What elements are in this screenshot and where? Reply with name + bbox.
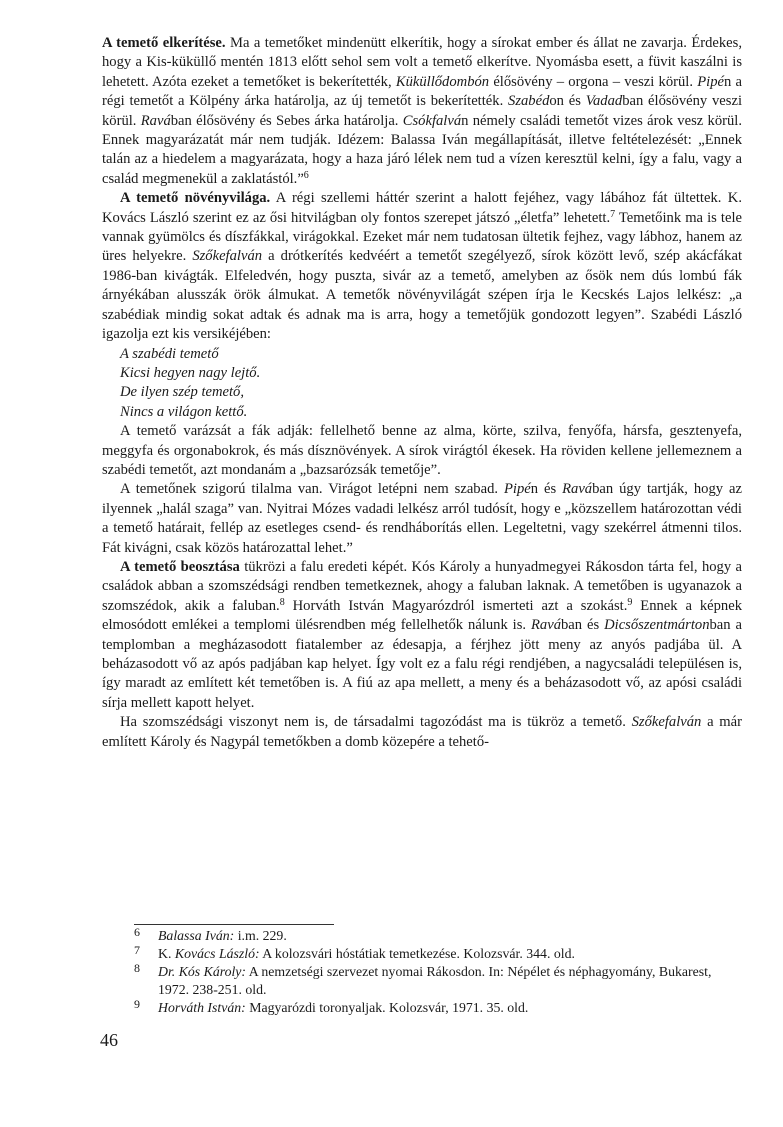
poem-line: De ilyen szép temető, [120, 384, 245, 401]
footnote-ref: 7 [610, 208, 616, 220]
italic-text: Ravá [562, 481, 593, 498]
italic-text: Pipé [697, 73, 724, 90]
text-run: tükrözi a falu eredeti képét. Kós Károly a hunyadmegyei Rákosdon tárta fel, hogy a családok abban a szomszédsági rendben temetkeznek, ahogy a faluban laknak. A temetőben is ugyanazok a szomszédok, akik a faluban. [102, 558, 742, 614]
body-text [102, 34, 742, 752]
footnote-number: 7 [134, 943, 140, 957]
italic-text: Szabéd [508, 93, 550, 110]
footnote-ref: 9 [627, 596, 633, 608]
italic-text: Küküllődombón [395, 73, 490, 90]
paragraph-tilalom [102, 480, 742, 558]
italic-text: Vadad [585, 93, 623, 110]
footnote-ref: 6 [303, 169, 309, 181]
text-run: K. [158, 946, 175, 961]
text-run: n a régi temetőt a Kölpény árka határolja, az új temetőt is bekerítették. [102, 73, 742, 110]
italic-text: Ravá [531, 617, 561, 634]
italic-text: Szőkefalván [631, 714, 702, 731]
text-run: n és [530, 481, 563, 498]
italic-text: Kovács László: [174, 946, 260, 961]
text-run: A temető varázsát a fák adják: fellelhető benne az alma, körte, szilva, fenyőfa, hársfa, gesztenyefa, meggyfa és orgonabokrok, és más dísznövények. A sírok virágtól ékesek. Ha röviden kellene jellemeznem a szabédi temetőt, azt mondanám a „bazsarózsák temetője”. [102, 423, 742, 478]
text-run: Magyarózdi toronyaljak. Kolozsvár, 1971. 35. old. [245, 1000, 529, 1015]
text-run: a már említett Károly és Nagypál temetőkben a domb közepére a tehető- [102, 714, 742, 750]
text-run: Temetőink ma is tele vannak gyümölcs és díszfákkal, virágokkal. Ezeket már nem tudatosan ültetik fejhez, vagy lábhoz, hanem az üres helyekre. [102, 209, 742, 265]
paragraph-tagozodas [102, 713, 742, 752]
text-run: Horváth István Magyarózdról ismerteti azt a szokást. [284, 597, 628, 614]
section-heading: A temető beosztása [120, 558, 240, 575]
page-number: 46 [100, 1030, 118, 1050]
footnote-number: 6 [134, 925, 140, 939]
footnotes [134, 927, 742, 1017]
italic-text: Horváth István: [158, 1000, 246, 1015]
footnote-7 [134, 945, 742, 963]
text-run: Ennek a képnek elmosódott emlékei a templomi ülésrendben még fellelhetők nálunk is. [102, 597, 742, 634]
italic-text: Szőkefalván [192, 248, 263, 265]
text-run: Ha szomszédsági viszonyt nem is, de társadalmi tagozódást ma is tükröz a temető. [120, 714, 632, 731]
text-run: ban a templomban a megházasodott fiatalember az édesapja, a férjhez jött meny az anyós padjába ül. A beházasodott vő az após padjában kap helyet. Így volt ez a falu régi rendjében, a nagycsaládi településen is, így maradt az említett két temetőben is. A fiú az apa mellett, a meny és a beházasodott vő, az apósi családi sírja mellett kapott helyet. [102, 617, 742, 711]
footnote-ref: 8 [279, 596, 285, 608]
section-heading: A temető növényvilága. [120, 190, 271, 207]
footnote-8 [134, 963, 742, 999]
text-run: a drótkerítés kedvéért a temetőt szegélyező, sírok között levő, szép akácfákat 1986-ban kivágták. Elfeledvén, hogy puszta, sivár az a temető, amelyben az ősök nem dús lombú fák árnyékában alusszák örök álmukat. A temetők növényvilágát szépen írja le Kecskés Lajos lelkész: „a szabédiak mindig sokat adtak és adnak ma is arra, hogy a temetőjük gondozott legyen”. Szabédi László igazolja ezt kis versikéjében: [102, 248, 742, 343]
text-run: A nemzetségi szervezet nyomai Rákosdon. In: Népélet és néphagyomány, Bukarest, 1972. 238-251. old. [158, 964, 712, 997]
paragraph-elkerites [102, 34, 742, 189]
footnote-number: 9 [134, 997, 140, 1011]
text-run: A régi szellemi háttér szerint a halott fejéhez, vagy lábához fát ültettek. K. Kovács László szerint ez az ősi hitvilágban oly fontos szerepet játszó „életfa” lehetett. [102, 190, 742, 226]
text-run: ban úgy tartják, hogy az ilyennek „halál szaga” van. Nyitrai Mózes vadadi lelkész arról tudósít, hogy e „közszellem határozottan védi a temető határait, fellép az esetleges csend- és rendháborítás ellen. Legeltetni, vagy szekérrel átmenni tilos. Fát kivágni, csak közös határozattal lehet.” [102, 481, 742, 556]
text-run: ban élősövény veszi körül. [102, 93, 742, 129]
italic-text: Csókfalvá [402, 112, 462, 129]
italic-text: Balassa Iván: [158, 928, 235, 943]
poem-line: Nincs a világon kettő. [120, 403, 248, 420]
section-heading: A temető elkerítése. [102, 35, 226, 51]
italic-text: Dicsőszentmárton [604, 617, 710, 634]
footnote-6 [134, 927, 742, 945]
text-run: élősövény – orgona – veszi körül. [489, 73, 698, 90]
text-run: i.m. 229. [234, 928, 287, 943]
text-run: A kolozsvári hóstátiak temetkezése. Kolozsvár. 344. old. [259, 946, 575, 961]
text-run: A temetőnek szigorú tilalma van. Virágot letépni nem szabad. [120, 481, 504, 498]
paragraph-fak [102, 422, 742, 480]
poem [120, 345, 742, 423]
footnote-divider [134, 924, 334, 925]
italic-text: Pipé [503, 481, 531, 498]
italic-text: Ravá [140, 112, 171, 129]
footnote-number: 8 [134, 961, 140, 975]
text-run: ban és [561, 617, 605, 634]
paragraph-novenyvilag [102, 189, 742, 344]
italic-text: Dr. Kós Károly: [158, 964, 247, 979]
poem-line: A szabédi temető [120, 345, 219, 362]
text-run: Ma a temetőket mindenütt elkerítik, hogy a sírokat ember és állat ne zavarja. Érdekes, hogy a Kis-küküllő mentén 1813 előtt sehol sem volt a temető elkerítve. Nyomásba esett, a füvit kaszálni is lehetett. Azóta ezeket a temetőket is bekerítették, [102, 35, 742, 90]
poem-line: Kicsi hegyen nagy lejtő. [120, 364, 261, 381]
paragraph-beosztas [102, 558, 742, 713]
text-run: n némely családi temetőt vizes árok vesz körül. Ennek magyarázatát már nem tudják. Idézem: Balassa Iván megállapítását, illetve feltételezését: „Ennek talán az a hiedelem a magyarázata, hogy a haza járó lélek nem tud a vízen keresztül kelni, így a falu, vagy a család megmenekül a zaklatástól.” [102, 112, 742, 187]
text-run: on és [549, 93, 586, 110]
footnote-9 [134, 999, 742, 1017]
text-run: ban élősövény és Sebes árka határolja. [170, 112, 403, 129]
